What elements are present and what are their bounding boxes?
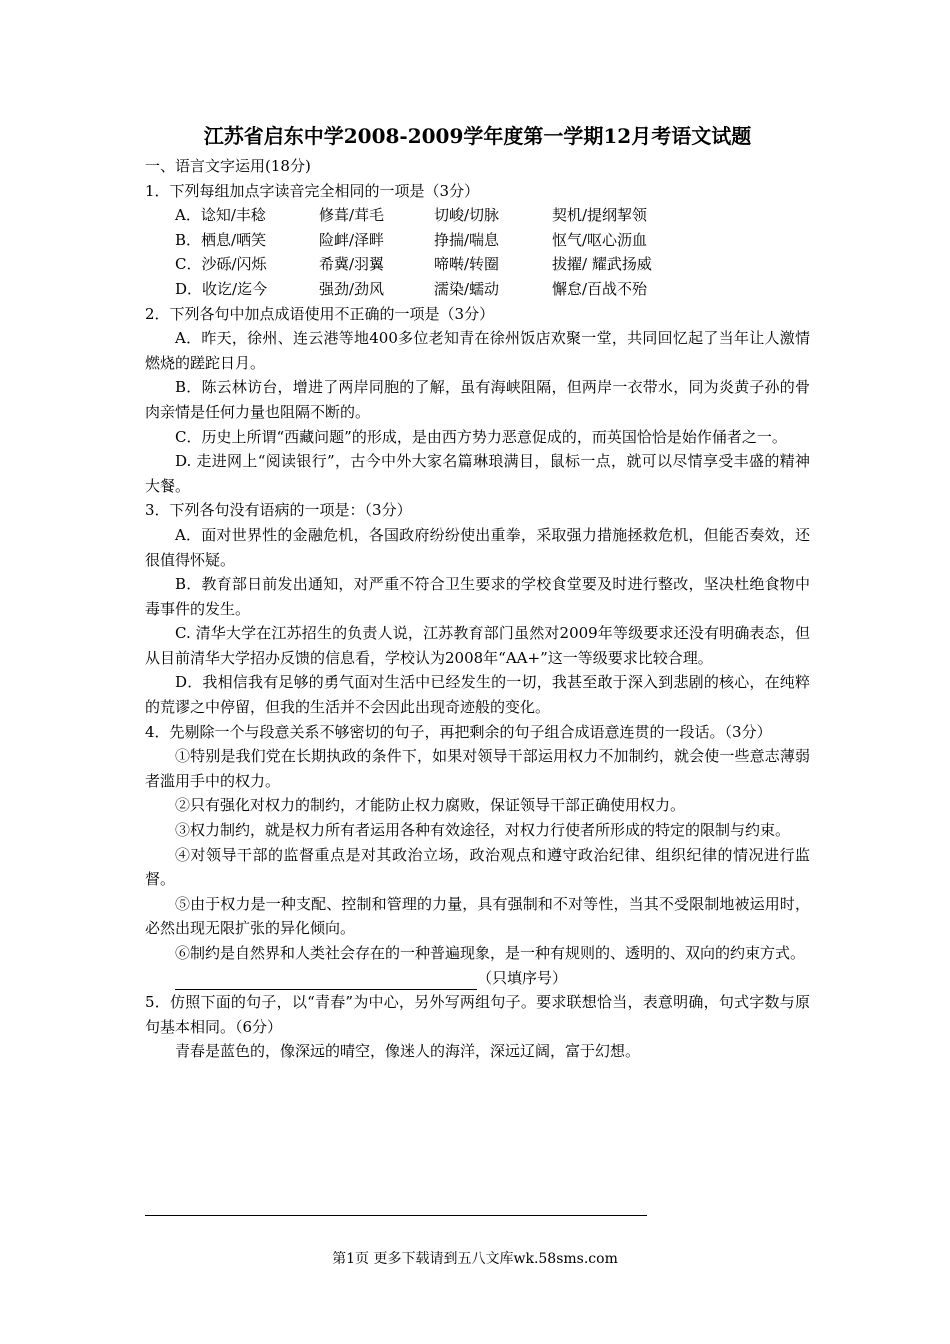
section-heading: 一、语言文字运用(18分) [145,157,311,175]
question-4-answer-line [145,966,810,991]
footer-divider [145,1215,647,1216]
question-2-option-c: C．历史上所谓“西藏问题”的形成，是由西方势力恶意促成的，而英国恰恰是始作俑者之一。 [175,427,787,446]
question-4-sentence-1: ①特别是我们党在长期执政的条件下，如果对领导干部运用权力不加制约，就会使一些意志薄弱者滥用手中的权力。 [145,747,810,790]
question-1-option-c: C．沙砾/闪烁 希冀/羽翼 啼啭/转圈 拔擢/ 耀武扬威 [175,255,652,274]
question-4-stem: 4．先剔除一个与段意关系不够密切的句子，再把剩余的句子组合成语意连贯的一段话。（3分） [145,722,772,741]
question-4-sentence-3: ③权力制约，就是权力所有者运用各种有效途径，对权力行使者所形成的特定的限制与约束。 [175,821,791,840]
question-4-sentence-5: ⑤由于权力是一种支配、控制和管理的力量，具有强制和不对等性，当其不受限制地被运用时，必然出现无限扩张的异化倾向。 [145,894,810,938]
question-2-option-d: D. 走进网上“阅读银行”，古今中外大家名篇琳琅满目，鼠标一点，就可以尽情享受丰盛的精神大餐。 [145,452,810,495]
question-1-option-a: A．谂知/丰稔 修葺/茸毛 切峻/切脉 契机/提纲挈领 [175,206,648,225]
question-2-option-a: A．昨天，徐州、连云港等地400多位老知青在徐州饭店欢聚一堂，共同回忆起了当年让人激情燃烧的蹉跎日月。 [145,329,810,372]
question-4-sentence-4: ④对领导干部的监督重点是对其政治立场，政治观点和遵守政治纪律、组织纪律的情况进行监督。 [145,845,810,889]
question-1-stem: 1．下列每组加点字读音完全相同的一项是（3分） [145,181,480,200]
page-footer: 第1页 更多下载请到五八文库wk.58sms.com [332,1251,618,1267]
page-title: 江苏省启东中学2008-2009学年度第一学期12月考语文试题 [203,124,752,148]
question-2-option-b: B．陈云林访台，增进了两岸同胞的了解，虽有海峡阻隔，但两岸一衣带水，同为炎黄子孙的骨肉亲情是任何力量也阻隔不断的。 [145,378,810,421]
answer-blank [175,973,477,990]
question-3-stem: 3．下列各句没有语病的一项是：（3分） [145,501,412,520]
document-page [145,122,810,1064]
question-1-option-b: B．栖息/哂笑 险衅/泽畔 挣揣/喘息 怄气/呕心沥血 [175,230,648,249]
question-1-option-d: D．收讫/迄今 强劲/劲风 濡染/蠕动 懈怠/百战不殆 [175,279,648,298]
answer-hint: （只填序号） [477,968,568,987]
question-3-option-a: A．面对世界性的金融危机，各国政府纷纷使出重拳，采取强力措施拯救危机，但能否奏效，还很值得怀疑。 [145,525,810,569]
question-3-option-c: C. 清华大学在江苏招生的负责人说，江苏教育部门虽然对2009年等级要求还没有明确表态，但从目前清华大学招办反馈的信息看，学校认为2008年“AA+”这一等级要求比较合理。 [145,624,810,667]
question-5-stem: 5．仿照下面的句子，以“青春”为中心，另外写两组句子。要求联想恰当，表意明确，句式字数与原句基本相同。（6分） [145,993,810,1036]
question-4-sentence-6: ⑥制约是自然界和人类社会存在的一种普遍现象，是一种有规则的、透明的、双向的约束方式。 [175,944,806,962]
question-2-stem: 2．下列各句中加点成语使用不正确的一项是（3分） [145,304,495,323]
question-4-sentence-2: ②只有强化对权力的制约，才能防止权力腐败，保证领导干部正确使用权力。 [175,796,686,815]
question-5-example: 青春是蓝色的，像深远的晴空，像迷人的海洋，深远辽阔，富于幻想。 [175,1042,641,1061]
question-3-option-d: D．我相信我有足够的勇气面对生活中已经发生的一切，我甚至敢于深入到悲剧的核心，在纯粹的荒谬之中停留，但我的生活并不会因此出现奇迹般的变化。 [145,673,810,717]
question-3-option-b: B．教育部日前发出通知，对严重不符合卫生要求的学校食堂要及时进行整改，坚决杜绝食物中毒事件的发生。 [145,575,810,618]
